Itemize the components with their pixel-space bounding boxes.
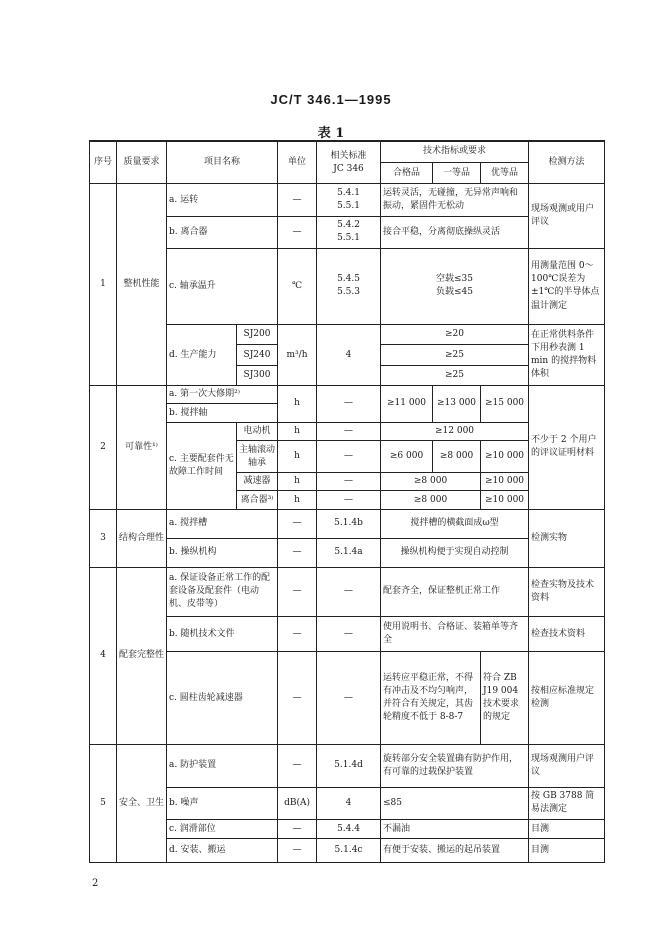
row2-c2-superior: ≥10 000 [481,440,529,472]
row1-d-sub2: SJ240 [237,345,278,365]
row5-c-unit: — [278,819,317,838]
row1-a-req: 运转灵活，无碰撞，无异常声响和振动，紧固件无松动 [381,184,529,216]
row3-a-item: a. 搅拌槽 [167,509,278,538]
col-quality: 质量要求 [117,141,167,184]
col-tech: 技术指标或要求 [381,141,529,162]
row3-b-req: 操纵机构便于实现自动控制 [381,538,529,567]
page-number: 2 [92,878,99,889]
row3-a-req: 搅拌槽的横截面成ω型 [381,509,529,538]
row1-c-item: c. 轴承温升 [167,248,278,324]
row1-b-unit: — [278,216,317,248]
row2-no: 2 [90,386,117,509]
row1-ab-method: 现场观测或用户评议 [529,184,605,248]
row3-quality: 结构合理性 [117,509,167,567]
row1-d-unit: m³/h [278,325,317,386]
row5-b-std: 4 [317,787,381,819]
row1-no: 1 [90,184,117,386]
row5-b-item: b. 噪声 [167,787,278,819]
row2-c3-qualified-first: ≥8 000 [381,473,481,491]
row4-quality: 配套完整性 [117,567,167,744]
row2-method: 不少于 2 个用户的评议证明材料 [529,386,605,509]
row1-b-req: 接合平稳，分离彻底操纵灵活 [381,216,529,248]
row1-d-val3: ≥25 [381,365,529,385]
row2-c2-std: — [317,440,381,472]
row2-quality: 可靠性¹⁾ [117,386,167,509]
row1-b-item: b. 离合器 [167,216,278,248]
col-method: 检测方法 [529,141,605,184]
row1-a-unit: — [278,184,317,216]
row4-c-req2: 符合 ZB J19 004 技术要求的规定 [481,652,529,744]
row4-b-unit: — [278,617,317,652]
row2-c4-std: — [317,491,381,509]
row2-c1-std: — [317,422,381,440]
row2-c2-name: 主轴滚动轴承 [237,440,278,472]
standard-code: JC/T 346.1—1995 [270,92,392,107]
row5-a-item: a. 防护装置 [167,744,278,787]
col-grade-first: 一等品 [433,162,481,183]
spec-table [89,140,605,863]
row5-d-method: 目测 [529,839,605,863]
row5-c-method: 目测 [529,819,605,838]
row2-c3-superior: ≥10 000 [481,473,529,491]
row4-a-item: a. 保证设备正常工作的配套设备及配套件（电动机、皮带等） [167,567,278,616]
row2-c4-qualified-first: ≥8 000 [381,491,481,509]
col-unit: 单位 [278,141,317,184]
row1-d-val1: ≥20 [381,325,529,345]
row1-c-method: 用测量范围 0～100℃误差为±1℃的半导体点温计测定 [529,248,605,324]
row2-c4-unit: h [278,491,317,509]
row2-ab-superior: ≥15 000 [481,386,529,423]
row2-c3-name: 减速器 [237,473,278,491]
row4-a-unit: — [278,567,317,616]
row3-method: 检测实物 [529,509,605,567]
row4-c-req1: 运转应平稳正常，不得有冲击及不均匀响声，并符合有关规定，其齿轮精度不低于 8-8-7 [381,652,481,744]
row5-b-method: 按 GB 3788 简易法测定 [529,787,605,819]
row2-c2-first: ≥8 000 [433,440,481,472]
row2-c3-std: — [317,473,381,491]
row1-c-unit: ℃ [278,248,317,324]
row2-c4-superior: ≥10 000 [481,491,529,509]
row4-c-method: 按相应标准规定检测 [529,652,605,744]
row1-d-val2: ≥25 [381,345,529,365]
row4-c-unit: — [278,652,317,744]
row2-ab-unit: h [278,386,317,423]
row5-a-method: 现场观测用户评议 [529,744,605,787]
row1-a-item: a. 运转 [167,184,278,216]
row5-b-req: ≤85 [381,787,529,819]
table-title: 表 1 [317,126,345,141]
row2-b-item: b. 搅拌轴 [167,404,278,422]
row3-b-item: b. 操纵机构 [167,538,278,567]
col-no: 序号 [90,141,117,184]
row2-c4-name: 离合器³⁾ [237,491,278,509]
row2-c-item: c. 主要配套件无故障工作时间 [167,422,237,509]
row1-d-sub3: SJ300 [237,365,278,385]
row2-ab-qualified: ≥11 000 [381,386,433,423]
row4-a-req: 配套齐全，保证整机正常工作 [381,567,529,616]
row2-c1-name: 电动机 [237,422,278,440]
row2-a-item: a. 第一次大修期²⁾ [167,386,278,404]
row2-c1-unit: h [278,422,317,440]
row5-d-req: 有便于安装、搬运的起吊装置 [381,839,529,863]
row5-a-unit: — [278,744,317,787]
row1-d-method: 在正常供料条件下用秒表测 1 min 的搅拌物料体积 [529,325,605,386]
row5-quality: 安全、卫生 [117,744,167,862]
row1-c-std: 5.4.5 5.5.3 [317,248,381,324]
row3-no: 3 [90,509,117,567]
row2-c2-qualified: ≥6 000 [381,440,433,472]
row1-a-std: 5.4.1 5.5.1 [317,184,381,216]
row5-b-unit: dB(A) [278,787,317,819]
col-item: 项目名称 [167,141,278,184]
col-std-line2: JC 346 [333,163,364,174]
row4-c-item: c. 圆柱齿轮减速器 [167,652,278,744]
row5-c-std: 5.4.4 [317,819,381,838]
row1-d-std: 4 [317,325,381,386]
col-std [317,141,381,184]
row4-b-std: — [317,617,381,652]
row1-quality: 整机性能 [117,184,167,386]
col-grade-qualified: 合格品 [381,162,433,183]
row4-b-method: 检查技术资料 [529,617,605,652]
row5-a-std: 5.1.4d [317,744,381,787]
col-std-line1: 相关标准 [330,150,367,161]
row2-ab-first: ≥13 000 [433,386,481,423]
row3-b-unit: — [278,538,317,567]
row1-c-req: 空载≤35 负载≤45 [381,248,529,324]
row4-no: 4 [90,567,117,744]
row1-d-item: d. 生产能力 [167,325,237,386]
row5-no: 5 [90,744,117,862]
row4-a-method: 检查实物及技术资料 [529,567,605,616]
row2-c3-unit: h [278,473,317,491]
row3-b-std: 5.1.4a [317,538,381,567]
row2-ab-std: — [317,386,381,423]
row4-a-std: — [317,567,381,616]
row1-d-sub1: SJ200 [237,325,278,345]
row4-c-std: — [317,652,381,744]
row5-c-item: c. 润滑部位 [167,819,278,838]
row4-b-item: b. 随机技术文件 [167,617,278,652]
row1-b-std: 5.4.2 5.5.1 [317,216,381,248]
row3-a-std: 5.1.4b [317,509,381,538]
row5-a-req: 旋转部分安全装置确有防护作用，有可靠的过载保护装置 [381,744,529,787]
col-grade-superior: 优等品 [481,162,529,183]
row5-c-req: 不漏油 [381,819,529,838]
row2-c1-val: ≥12 000 [381,422,529,440]
row2-c2-unit: h [278,440,317,472]
row5-d-unit: — [278,839,317,863]
row3-a-unit: — [278,509,317,538]
row5-d-std: 5.1.4c [317,839,381,863]
row5-d-item: d. 安装、搬运 [167,839,278,863]
row4-b-req: 使用说明书、合格证、装箱单等齐全 [381,617,529,652]
